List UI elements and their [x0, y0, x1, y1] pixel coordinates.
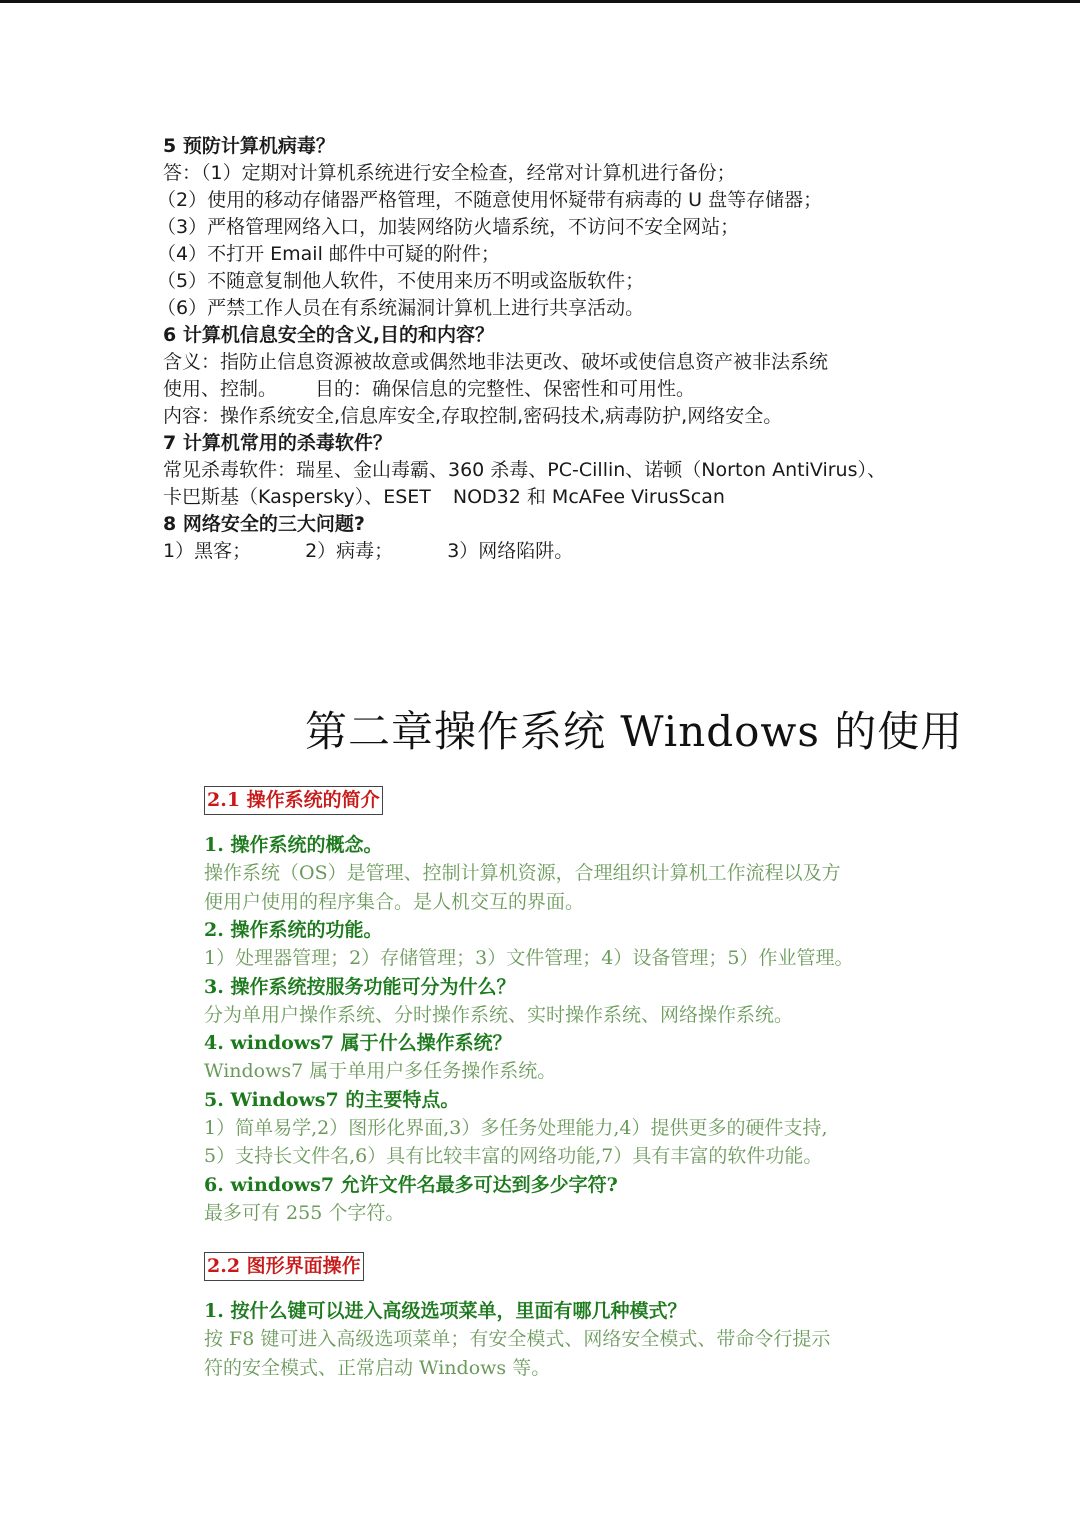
answer-8-traps: 3）网络陷阱。 — [447, 540, 574, 562]
answer-5-line-2: （2）使用的移动存储器严格管理，不随意使用怀疑带有病毒的 U 盘等存储器； — [157, 189, 823, 211]
s21-question-4: 4. windows7 属于什么操作系统？ — [204, 1032, 512, 1054]
answer-7-line-1: 常见杀毒软件：瑞星、金山毒霸、360 杀毒、PC-Cillin、诺顿（Norton AntiVirus）、 — [163, 459, 886, 481]
section-2-1 — [204, 786, 1024, 1227]
s21-answer-5-line-1: 1）简单易学,2）图形化界面,3）多任务处理能力,4）提供更多的硬件支持, — [204, 1116, 828, 1139]
answer-6-line-2 — [163, 376, 1043, 403]
s21-answer-3: 分为单用户操作系统、分时操作系统、实时操作系统、网络操作系统。 — [204, 1003, 794, 1026]
s21-question-5: 5. Windows7 的主要特点。 — [204, 1088, 460, 1111]
s21-question-1: 1. 操作系统的概念。 — [204, 834, 383, 856]
top-border-rule — [0, 0, 1080, 3]
answer-6-line-2b: 目的：确保信息的完整性、保密性和可用性。 — [315, 378, 696, 400]
answer-5-line-4: （4）不打开 Email 邮件中可疑的附件； — [157, 243, 500, 265]
question-6: 6 计算机信息安全的含义,目的和内容？ — [163, 324, 495, 346]
question-8: 8 网络安全的三大问题? — [163, 513, 365, 535]
security-section — [157, 133, 1043, 565]
answer-5-line-3: （3）严格管理网络入口，加装网络防火墙系统，不访问不安全网站； — [157, 216, 740, 238]
section-2-2-heading: 2.2 图形界面操作 — [204, 1252, 364, 1281]
answer-8-hackers: 1）黑客； — [163, 540, 252, 562]
answer-8 — [163, 538, 1043, 565]
s21-question-6: 6. windows7 允许文件名最多可达到多少字符? — [204, 1173, 618, 1196]
s21-question-3: 3. 操作系统按服务功能可分为什么？ — [204, 975, 516, 998]
question-7: 7 计算机常用的杀毒软件？ — [163, 432, 392, 454]
answer-5-line-6: （6）严禁工作人员在有系统漏洞计算机上进行共享活动。 — [157, 297, 645, 319]
section-2-2 — [204, 1252, 1024, 1382]
question-5: 5 预防计算机病毒？ — [163, 135, 335, 157]
section-2-1-heading: 2.1 操作系统的简介 — [204, 786, 383, 815]
s22-question-1: 1. 按什么键可以进入高级选项菜单，里面有哪几种模式？ — [204, 1300, 687, 1322]
chapter-title: 第二章操作系统 Windows 的使用 — [305, 707, 964, 756]
s22-answer-1-line-2: 符的安全模式、正常启动 Windows 等。 — [204, 1356, 551, 1379]
answer-7-line-2b: NOD32 和 McAFee VirusScan — [452, 486, 725, 508]
answer-6-line-2a: 使用、控制。 — [163, 378, 278, 400]
answer-7-line-2 — [163, 484, 1043, 511]
answer-5-line-5: （5）不随意复制他人软件，不使用来历不明或盗版软件； — [157, 270, 645, 292]
s21-answer-1-line-1: 操作系统（OS）是管理、控制计算机资源，合理组织计算机工作流程以及方 — [204, 862, 841, 884]
s21-answer-2: 1）处理器管理；2）存储管理；3）文件管理；4）设备管理；5）作业管理。 — [204, 947, 854, 969]
answer-7-line-2a: 卡巴斯基（Kaspersky）、ESET — [163, 486, 431, 508]
answer-8-viruses: 2）病毒； — [305, 540, 394, 562]
answer-5-line-1: 答：（1）定期对计算机系统进行安全检查，经常对计算机进行备份； — [163, 162, 736, 184]
s21-answer-5-line-2: 5）支持长文件名,6）具有比较丰富的网络功能,7）具有丰富的软件功能。 — [204, 1145, 823, 1167]
s21-answer-4: Windows7 属于单用户多任务操作系统。 — [204, 1060, 557, 1082]
s21-answer-6: 最多可有 255 个字符。 — [204, 1201, 405, 1224]
answer-6-line-3: 内容：操作系统安全,信息库安全,存取控制,密码技术,病毒防护,网络安全。 — [163, 405, 783, 427]
s21-question-2: 2. 操作系统的功能。 — [204, 919, 383, 941]
s21-answer-1-line-2: 便用户使用的程序集合。是人机交互的界面。 — [204, 890, 585, 913]
s22-answer-1-line-1: 按 F8 键可进入高级选项菜单；有安全模式、网络安全模式、带命令行提示 — [204, 1328, 831, 1350]
answer-6-line-1: 含义：指防止信息资源被故意或偶然地非法更改、破坏或使信息资产被非法系统 — [163, 351, 829, 373]
